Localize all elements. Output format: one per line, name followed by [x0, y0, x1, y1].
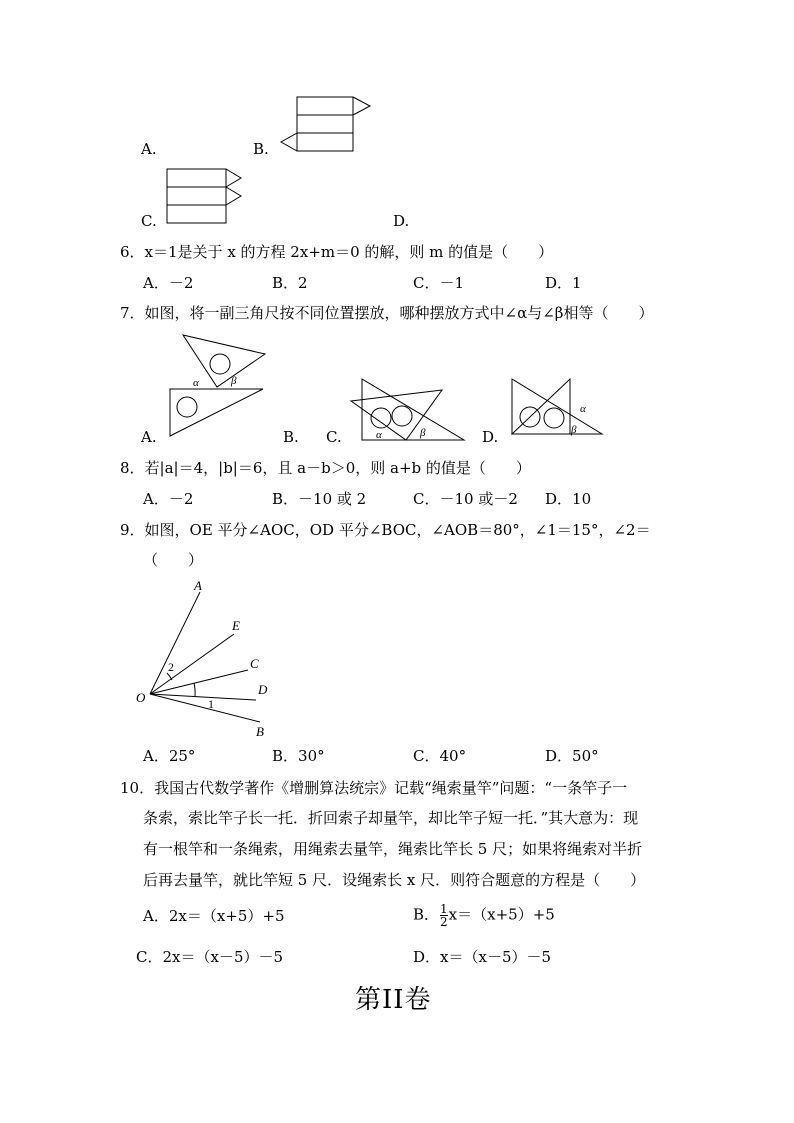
- q9-label-angle2: 2: [168, 660, 174, 674]
- q9-label-b: B: [256, 724, 264, 739]
- q7d-beta-label: β: [571, 424, 577, 436]
- q9-label-e: E: [232, 618, 240, 633]
- q8-option-c: C．－10 或－2: [413, 490, 518, 508]
- q9-label-c: C: [250, 656, 259, 671]
- q8-option-a: A．－2: [143, 490, 194, 508]
- fraction-numerator: 1: [440, 902, 448, 916]
- q7a-alpha-label: α: [193, 377, 199, 389]
- q7-option-d: D.: [482, 428, 499, 446]
- q5-option-a: A.: [141, 140, 157, 158]
- q5-option-b: B.: [253, 140, 269, 158]
- q9-label-o: O: [136, 690, 146, 705]
- q7-option-c: C.: [326, 428, 342, 446]
- q10-option-d: D．x＝（x－5）－5: [413, 948, 552, 966]
- q7-figure-a: [165, 332, 269, 440]
- section-title: 第II卷: [355, 985, 432, 1015]
- q8-option-d: D．10: [545, 490, 592, 508]
- q5-figure-b: [278, 94, 374, 156]
- q10-line4: 后再去量竿，就比竿短 5 尺．设绳索长 x 尺．则符合题意的方程是（ ）: [143, 871, 646, 889]
- q7-option-a: A.: [141, 428, 157, 446]
- q7-option-b: B.: [283, 428, 299, 446]
- q8-option-b: B．－10 或 2: [272, 490, 367, 508]
- q10-option-b-prefix: B．: [413, 905, 440, 924]
- q7d-alpha-label: α: [580, 403, 586, 415]
- q10-option-a: A．2x＝（x+5）+5: [143, 907, 285, 925]
- q10-line3: 有一根竿和一条绳索，用绳索去量竿，绳索比竿长 5 尺；如果将绳索对半折: [143, 840, 643, 858]
- q9-stem-line1: 9．如图，OE 平分∠AOC，OD 平分∠BOC，∠AOB＝80°，∠1＝15°，∠2＝: [120, 521, 651, 539]
- q10-line2: 条索，索比竿子长一托．折回索子却量竿，却比竿子短一托．”其大意为：现: [143, 809, 639, 827]
- q7-stem: 7．如图，将一副三角尺按不同位置摆放，哪种摆放方式中∠α与∠β相等（ ）: [120, 304, 654, 322]
- q6-option-c: C．－1: [413, 274, 465, 292]
- q7-figure-d: [508, 376, 608, 438]
- q9-option-a: A．25°: [143, 747, 196, 765]
- q6-option-d: D．1: [545, 274, 582, 292]
- q7-figure-c: [346, 376, 470, 442]
- q6-stem: 6．x＝1是关于 x 的方程 2x+m＝0 的解，则 m 的值是（ ）: [120, 243, 554, 261]
- q8-stem: 8．若|a|＝4，|b|＝6，且 a－b＞0，则 a+b 的值是（ ）: [120, 459, 531, 477]
- q9-option-d: D．50°: [545, 747, 599, 765]
- q5-option-d: D.: [393, 212, 410, 230]
- q5-figure-c: [164, 164, 244, 226]
- q9-label-a: A: [194, 578, 202, 593]
- q9-option-c: C．40°: [413, 747, 467, 765]
- q9-option-b: B．30°: [272, 747, 325, 765]
- q10-option-b-rest: x＝（x+5）+5: [448, 905, 555, 924]
- q10-line1: 10．我国古代数学著作《增删算法统宗》记载“绳索量竿”问题：“一条竿子一: [120, 779, 628, 797]
- q10-option-b: [413, 903, 555, 928]
- q10-option-c: C．2x＝（x－5）－5: [136, 948, 284, 966]
- q7c-beta-label: β: [420, 427, 426, 439]
- q9-figure: [132, 578, 282, 740]
- q7a-beta-label: β: [231, 375, 237, 387]
- q9-stem-line2: （ ）: [143, 551, 204, 569]
- q9-label-d: D: [258, 682, 268, 697]
- q7c-alpha-label: α: [376, 429, 382, 441]
- q6-option-a: A．－2: [143, 274, 194, 292]
- fraction-denominator: 2: [440, 915, 448, 929]
- q6-option-b: B．2: [272, 274, 308, 292]
- q9-label-angle1: 1: [208, 697, 214, 711]
- one-half-fraction: [440, 903, 448, 928]
- q5-option-c: C.: [141, 212, 157, 230]
